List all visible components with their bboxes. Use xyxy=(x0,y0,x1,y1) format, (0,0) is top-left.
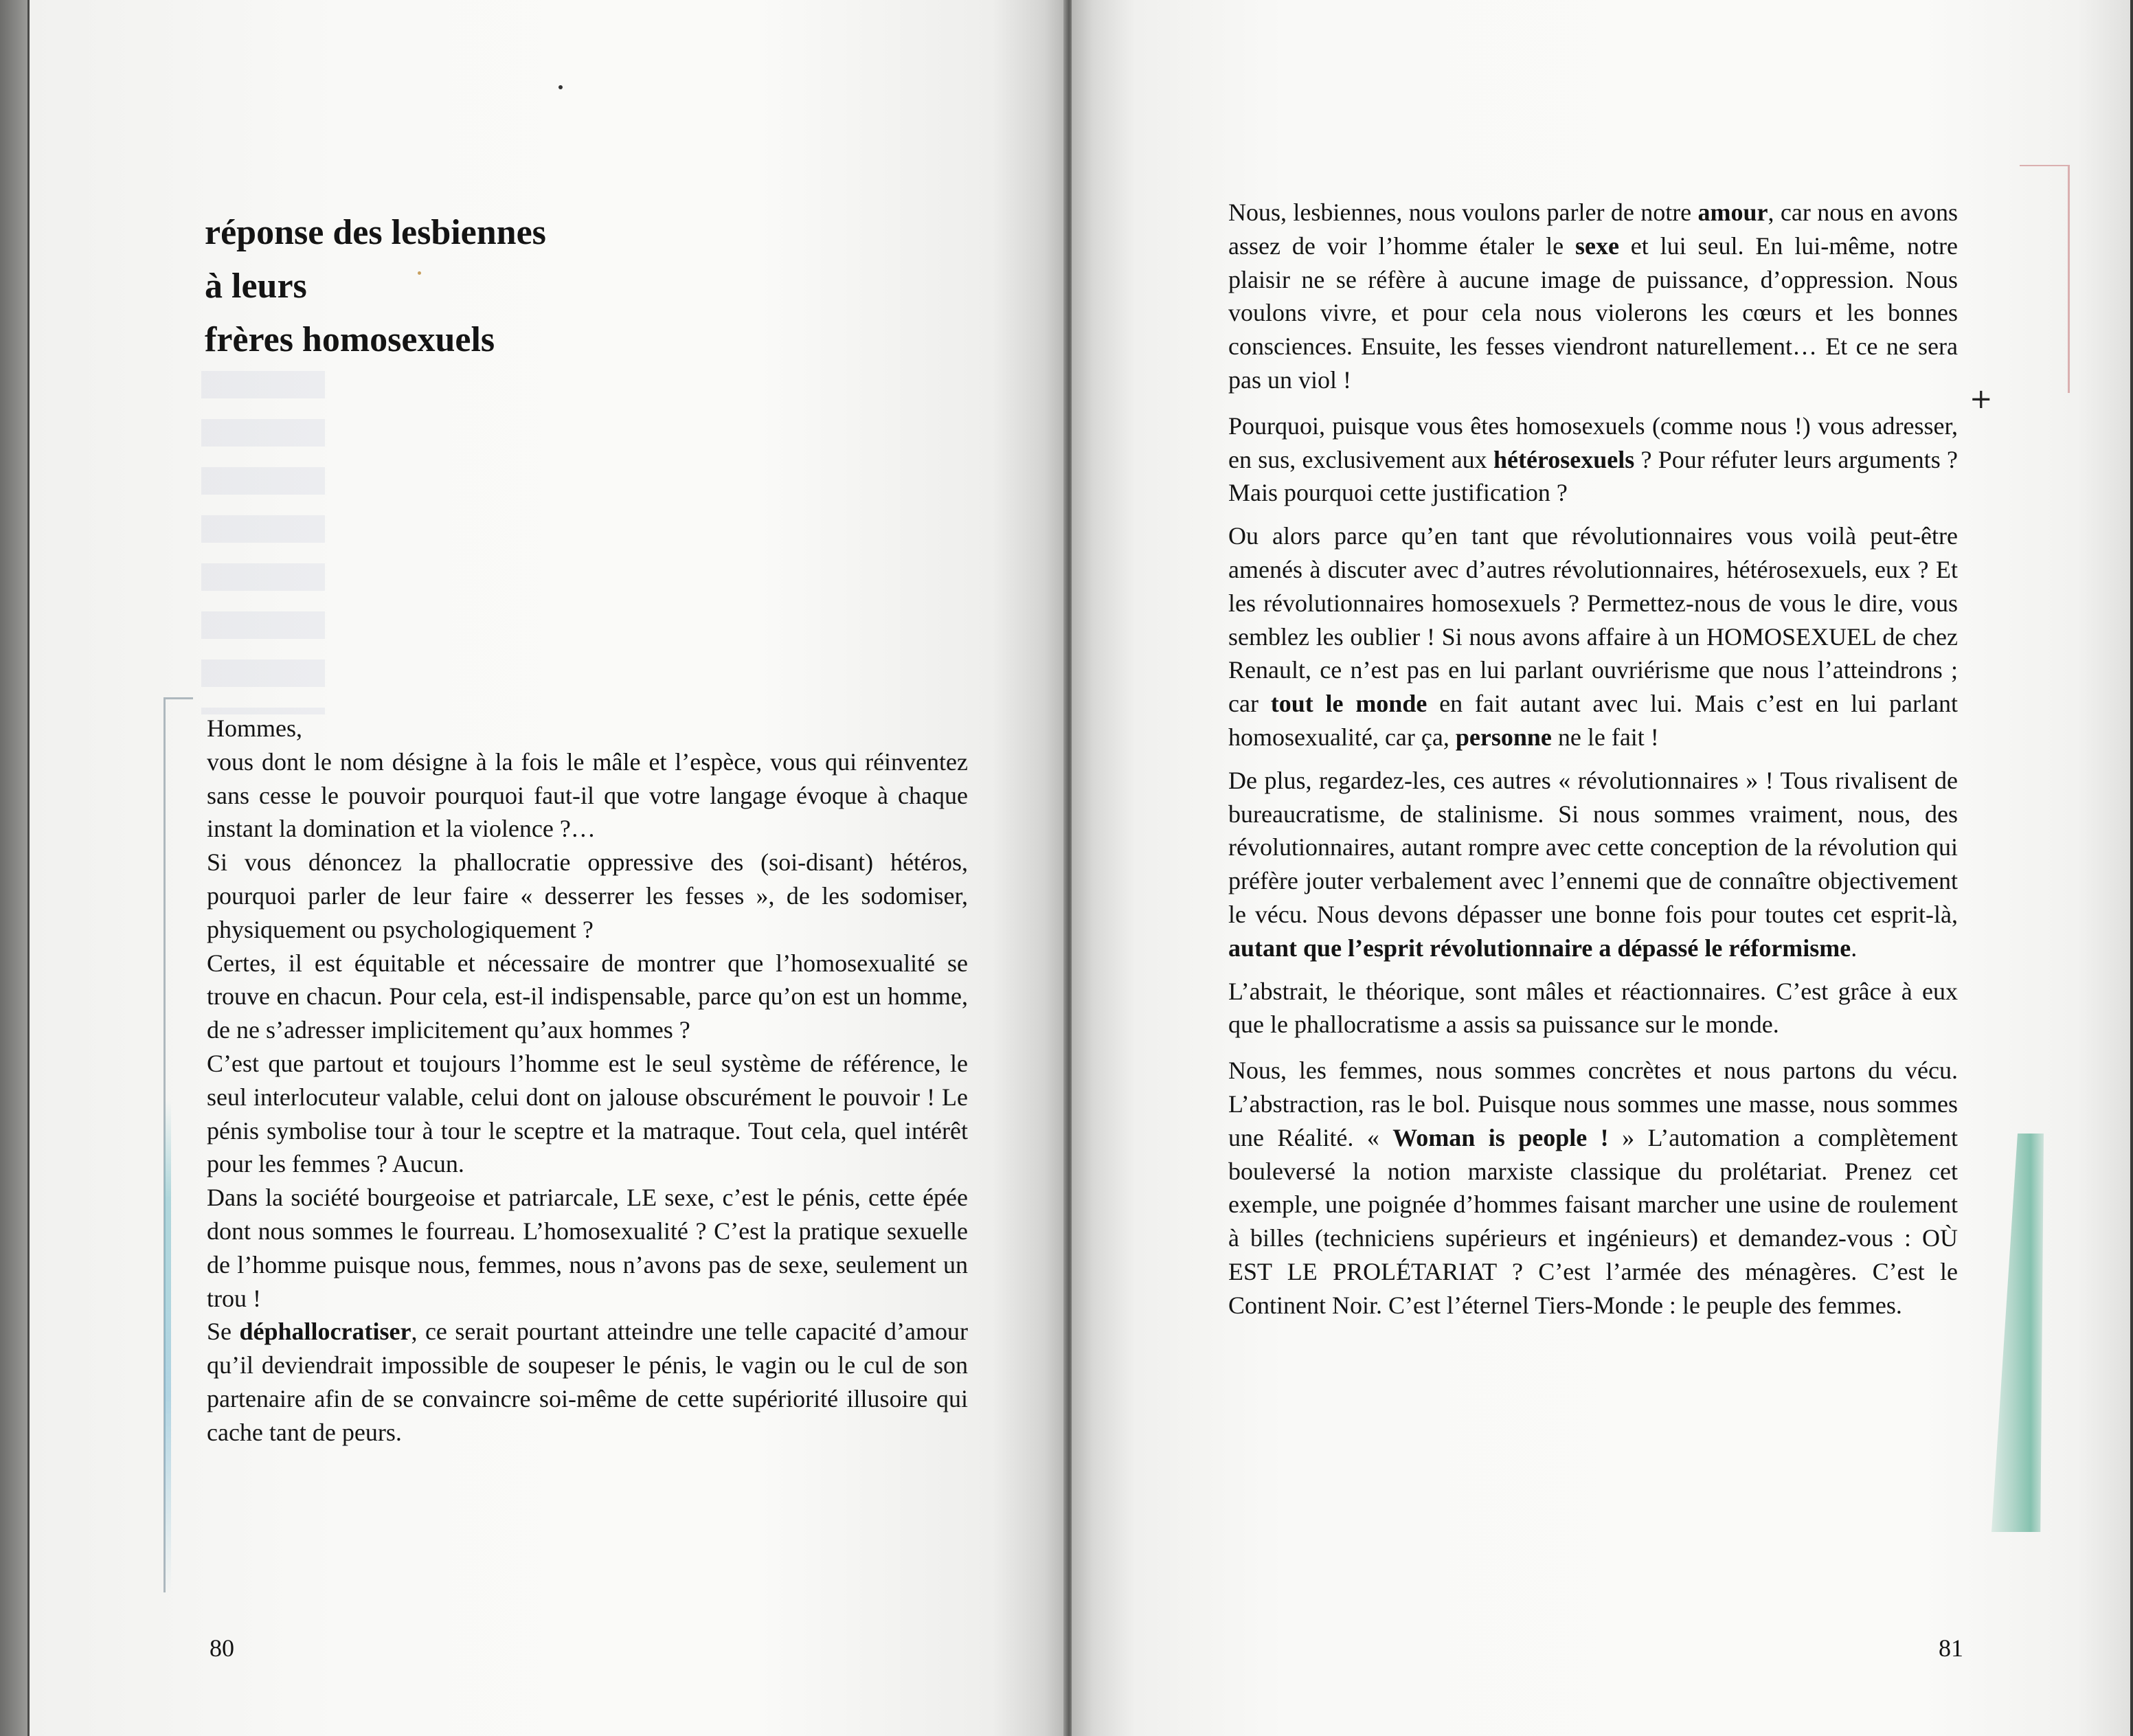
left-body-text xyxy=(207,712,968,1450)
text-run: Ou alors parce qu’en tant que révolutionnaires vous voilà peut-être amenés à discuter avec d’autres révolutionnaires, hétérosexuels, eux ? Et les révolutionnaires homosexuels ? Permettez-nous de vous le dire, vous semblez les oublier ! Si nous avons affaire à un HOMOSEXUEL de chez Renault, ce n’est pas en lui parlant ouvriérisme que nous l’atteindrons ; car xyxy=(1228,522,1958,718)
text-run: C’est que partout et toujours l’homme est le seul système de référence, le seul interlocuteur valable, celui dont on jalouse obscurément le pouvoir ! Le pénis symbolise tour à tour le sceptre et la matraque. Tout cela, quel intérêt pour les femmes ? Aucun. xyxy=(207,1049,968,1178)
right-paragraph-6 xyxy=(1228,1054,1958,1322)
text-run: vous dont le nom désigne à la fois le mâle et l’espèce, vous qui réinventez sans cesse le pouvoir pourquoi faut-il que votre langage évoque à chaque instant la domination et la violence ?… xyxy=(207,747,968,843)
right-page xyxy=(1072,0,2133,1736)
text-run: Nous, les femmes, nous sommes concrètes et nous partons du vécu. L’abstraction, ras le bol. Puisque nous sommes une masse, nous sommes une Réalité. « xyxy=(1228,1057,1958,1151)
title-line-2: à leurs xyxy=(205,267,307,306)
green-pencil-streak xyxy=(1978,1134,2044,1532)
left-paragraph-7 xyxy=(207,1315,968,1449)
text-run: Nous, lesbiennes, nous voulons parler de notre xyxy=(1228,199,1698,226)
text-run: en fait autant avec lui. Mais c’est en lui parlant homosexualité, car ça, xyxy=(1228,690,1958,751)
page-number-right: 81 xyxy=(1939,1634,1963,1662)
text-run: Hommes, xyxy=(207,714,302,742)
chapter-title xyxy=(205,206,823,367)
left-paragraph-3 xyxy=(207,846,968,946)
blue-pencil-streak xyxy=(164,1099,171,1594)
right-paragraph-4 xyxy=(1228,764,1958,965)
bold-term: Woman is people ! xyxy=(1392,1123,1609,1151)
left-paragraph-2 xyxy=(207,745,968,846)
bold-term: personne xyxy=(1455,723,1552,751)
right-paragraph-3 xyxy=(1228,519,1958,754)
pink-pencil-bracket xyxy=(2020,165,2070,393)
bold-term: hétérosexuels xyxy=(1493,445,1635,473)
text-run: Dans la société bourgeoise et patriarcale, LE sexe, c’est le pénis, cette épée dont nous sommes le fourreau. L’homosexualité ? C’est la pratique sexuelle de l’homme puisque nous, femmes, nous n’avons pas de sexe, seulement un trou ! xyxy=(207,1184,968,1312)
right-body-text xyxy=(1228,196,1958,1332)
text-run: Pourquoi, puisque vous êtes homosexuels (comme nous !) vous adresser, en sus, exclusivement aux xyxy=(1228,412,1958,473)
text-run: Certes, il est équitable et nécessaire de montrer que l’homosexualité se trouve en chacun. Pour cela, est-il indispensable, parce qu’on est un homme, de ne s’adresser implicitement qu’aux hommes ? xyxy=(207,949,968,1044)
bold-term: amour xyxy=(1697,199,1768,226)
text-run: ? Pour réfuter leurs arguments ? Mais pourquoi cette justification ? xyxy=(1228,445,1958,507)
paper-speck xyxy=(558,85,563,89)
right-paragraph-1 xyxy=(1228,196,1958,397)
bold-term: autant que l’esprit révolutionnaire a dépassé le réformisme xyxy=(1228,934,1851,962)
pencil-bracket-mark xyxy=(163,697,193,1592)
show-through-ink xyxy=(201,371,325,714)
text-run: Se xyxy=(207,1318,240,1346)
title-line-1: réponse des lesbiennes xyxy=(205,213,546,252)
text-run: , car nous en avons assez de voir l’homme étaler le xyxy=(1228,199,1958,260)
text-run: ne le fait ! xyxy=(1551,723,1659,751)
text-run: De plus, regardez-les, ces autres « révolutionnaires » ! Tous rivalisent de bureaucratisme, de stalinisme. Si nous sommes vraiment, nous, des révolutionnaires, autant rompre avec cette conception de la révolution qui préfère jouter verbalement avec l’ennemi que de connaître objectivement le vécu. Nous devons dépasser une bonne fois pour toutes cet esprit-là, xyxy=(1228,766,1958,928)
text-run: » L’automation a complètement bouleversé la notion marxiste classique du prolétariat. Prenez cet exemple, une poignée d’hommes faisant marcher une usine de roulement à billes (techniciens supérieurs et ingénieurs) et demandez-vous : OÙ EST LE PROLÉTARIAT ? C’est l’armée des ménagères. C’est le Continent Noir. C’est l’éternel Tiers-Monde : le peuple des femmes. xyxy=(1228,1123,1958,1319)
text-run: . xyxy=(1851,934,1858,962)
right-paragraph-5 xyxy=(1228,975,1958,1042)
bold-term: déphallocratiser xyxy=(239,1318,411,1346)
text-run: , ce serait pourtant atteindre une telle capacité d’amour qu’il deviendrait impossible de soupeser le pénis, le vagin ou le cul de son partenaire afin de se convaincre soi-même de cette supériorité illusoire qui cache tant de peurs. xyxy=(207,1318,968,1446)
title-line-3: frères homosexuels xyxy=(205,320,495,359)
left-paragraph-6 xyxy=(207,1181,968,1315)
text-run: L’abstrait, le théorique, sont mâles et réactionnaires. C’est grâce à eux que le phallocratisme a assis sa puissance sur le monde. xyxy=(1228,977,1958,1039)
text-run: Si vous dénoncez la phallocratie oppressive des (soi-disant) hétéros, pourquoi parler de leur faire « desserrer les fesses », de les sodomiser, physiquement ou psychologiquement ? xyxy=(207,848,968,943)
pen-cross-mark: + xyxy=(1970,383,1993,415)
bold-term: sexe xyxy=(1575,232,1619,260)
left-paragraph-5 xyxy=(207,1047,968,1181)
page-number-left: 80 xyxy=(210,1634,234,1662)
left-paragraph-4 xyxy=(207,947,968,1047)
right-paragraph-2 xyxy=(1228,409,1958,510)
left-paragraph-1 xyxy=(207,712,968,745)
left-page xyxy=(27,0,1065,1736)
bold-term: tout le monde xyxy=(1270,690,1427,718)
text-run: et lui seul. En lui-même, notre plaisir ne se réfère à aucune image de puissance, d’oppression. Nous voulons vivre, et pour cela nous violerons les cœurs et les bonnes consciences. Ensuite, les fesses viendront naturellement… Et ce ne sera pas un viol ! xyxy=(1228,232,1958,394)
paper-speck xyxy=(418,271,421,275)
